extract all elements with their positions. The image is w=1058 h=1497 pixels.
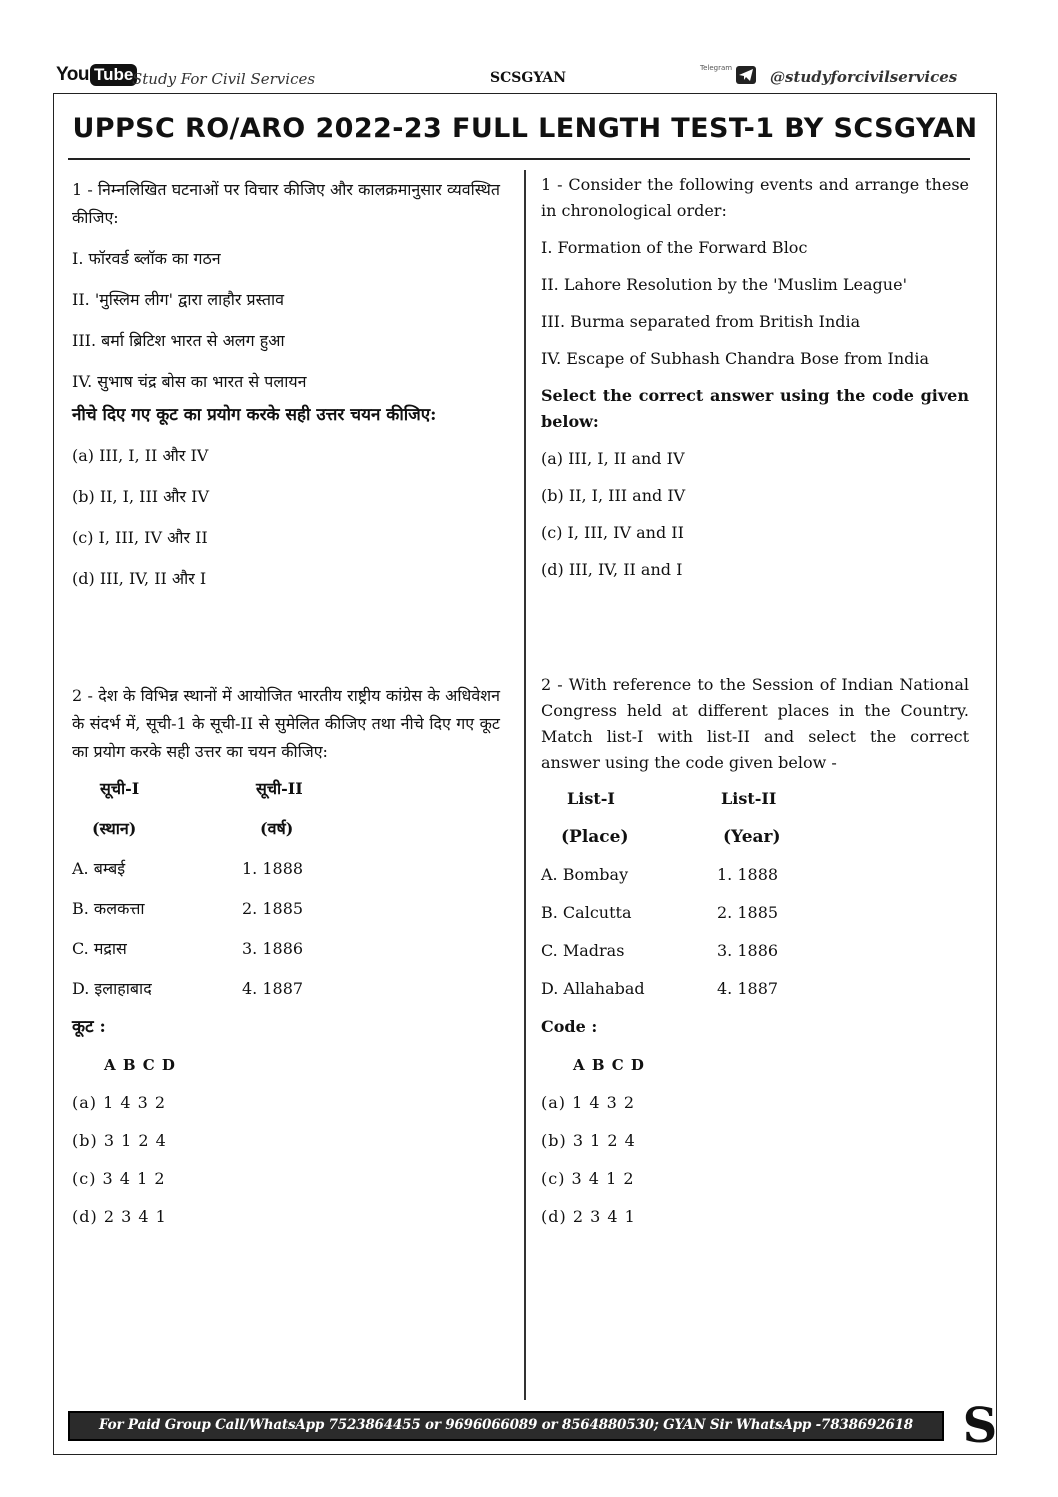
footer-contact-text: For Paid Group Call/WhatsApp 7523864455 or 9696066089 or 8564880530; GYAN Sir WhatsApp -7838692618: [99, 1417, 913, 1433]
english-q2-option-d: (d) 2 3 4 1: [541, 1207, 636, 1226]
hindi-q2-row-c: [72, 936, 500, 962]
hindi-q1-option-d: (d) III, IV, II और I: [72, 569, 207, 588]
hindi-q1-item-3: III. बर्मा ब्रिटिश भारत से अलग हुआ: [72, 331, 285, 350]
hindi-q2-list1-head: सूची-I: [100, 779, 140, 798]
english-q1-item-3: III. Burma separated from British India: [541, 312, 861, 331]
english-q2-row-d-place: D. Allahabad: [541, 979, 645, 998]
hindi-q2-list2-head: सूची-II: [256, 779, 303, 798]
hindi-q1-option-b: (b) II, I, III और IV: [72, 487, 210, 506]
english-q1-item-2: II. Lahore Resolution by the 'Muslim League': [541, 275, 907, 294]
english-question-2: [541, 672, 969, 1230]
hindi-q2-row-c-place: C. मद्रास: [72, 939, 127, 958]
english-q1-option-b: (b) II, I, III and IV: [541, 486, 686, 505]
english-q2-list2-sub: (Year): [723, 827, 781, 847]
english-q2-list-header: [541, 786, 969, 812]
hindi-q2-row-b-year: 2. 1885: [242, 899, 304, 918]
hindi-q2-option-a: (a) 1 4 3 2: [72, 1093, 167, 1112]
english-q1-instruction: Select the correct answer using the code given below:: [541, 386, 969, 431]
english-q2-list-subheader: [541, 824, 969, 850]
english-q2-list1-head: List-I: [567, 789, 615, 808]
hindi-q2-option-b: (b) 3 1 2 4: [72, 1131, 167, 1150]
english-q2-row-b: [541, 900, 969, 926]
english-q1-option-d: (d) III, IV, II and I: [541, 560, 683, 579]
english-q2-row-b-place: B. Calcutta: [541, 903, 632, 922]
youtube-logo-you: You: [56, 64, 89, 85]
hindi-q2-code-head: A B C D: [104, 1056, 176, 1074]
english-q2-row-b-year: 2. 1885: [717, 903, 779, 922]
english-question-1: [541, 172, 969, 583]
english-q2-row-c-place: C. Madras: [541, 941, 625, 960]
hindi-q2-row-d-year: 4. 1887: [242, 979, 304, 998]
hindi-q1-stem: 1 - निम्नलिखित घटनाओं पर विचार कीजिए और कालक्रमानुसार व्यवस्थित कीजिए:: [72, 180, 500, 227]
english-q2-code-label: Code :: [541, 1017, 598, 1036]
hindi-q2-list2-sub: (वर्ष): [260, 819, 294, 838]
page-title: UPPSC RO/ARO 2022-23 FULL LENGTH TEST-1 BY SCSGYAN: [72, 113, 978, 144]
hindi-q2-row-b: [72, 896, 500, 922]
youtube-logo: [56, 62, 137, 88]
column-divider: [524, 170, 526, 1400]
english-q2-row-a: [541, 862, 969, 888]
hindi-question-1: [72, 176, 500, 592]
youtube-logo-tube: Tube: [90, 64, 137, 86]
hindi-q2-row-d: [72, 976, 500, 1002]
brand-name: SCSGYAN: [490, 70, 567, 86]
telegram-handle: @studyforcivilservices: [770, 68, 958, 86]
s-logo: S: [962, 1398, 998, 1454]
english-q2-row-c: [541, 938, 969, 964]
hindi-q2-option-c: (c) 3 4 1 2: [72, 1169, 166, 1188]
title-divider: [68, 158, 970, 160]
english-q2-row-d-year: 4. 1887: [717, 979, 779, 998]
english-q2-list2-head: List-II: [721, 789, 777, 808]
hindi-q1-instruction: नीचे दिए गए कूट का प्रयोग करके सही उत्तर चयन कीजिए:: [72, 405, 437, 425]
hindi-q2-option-d: (d) 2 3 4 1: [72, 1207, 167, 1226]
hindi-q1-item-1: I. फॉरवर्ड ब्लॉक का गठन: [72, 249, 221, 268]
english-q1-option-c: (c) I, III, IV and II: [541, 523, 684, 542]
english-q2-row-c-year: 3. 1886: [717, 941, 779, 960]
english-q2-row-a-place: A. Bombay: [541, 865, 629, 884]
hindi-q2-stem: 2 - देश के विभिन्न स्थानों में आयोजित भारतीय राष्ट्रीय कांग्रेस के अधिवेशन के संदर्भ में, सूची-1 के सूची-II से सुमेलित कीजिए तथा नीचे दिए गए कूट का प्रयोग करके सही उत्तर का चयन कीजिए:: [72, 686, 500, 761]
english-q1-option-a: (a) III, I, II and IV: [541, 449, 685, 468]
english-q2-list1-sub: (Place): [561, 827, 629, 847]
hindi-q2-row-a-year: 1. 1888: [242, 859, 304, 878]
hindi-q1-item-2: II. 'मुस्लिम लीग' द्वारा लाहौर प्रस्ताव: [72, 290, 285, 309]
telegram-label: Telegram: [700, 64, 733, 72]
hindi-q1-item-4: IV. सुभाष चंद्र बोस का भारत से पलायन: [72, 372, 307, 391]
english-q2-row-a-year: 1. 1888: [717, 865, 779, 884]
english-q2-row-d: [541, 976, 969, 1002]
english-q1-stem: 1 - Consider the following events and arrange these in chronological order:: [541, 175, 969, 220]
hindi-q2-row-b-place: B. कलकत्ता: [72, 899, 145, 918]
english-q2-stem: 2 - With reference to the Session of Indian National Congress held at different places in the Country. Match list-I with list-II and select the correct answer using the code given below -: [541, 675, 969, 772]
english-q2-option-b: (b) 3 1 2 4: [541, 1131, 636, 1150]
hindi-q2-row-a: [72, 856, 500, 882]
channel-name: Study For Civil Services: [132, 70, 316, 88]
hindi-q2-code-label: कूट :: [72, 1017, 106, 1037]
hindi-q2-row-c-year: 3. 1886: [242, 939, 304, 958]
hindi-q1-option-a: (a) III, I, II और IV: [72, 446, 209, 465]
hindi-q2-row-d-place: D. इलाहाबाद: [72, 979, 152, 998]
english-q1-item-1: I. Formation of the Forward Bloc: [541, 238, 808, 257]
hindi-q2-list1-sub: (स्थान): [92, 819, 137, 838]
hindi-q2-row-a-place: A. बम्बई: [72, 859, 126, 878]
hindi-q2-list-subheader: [72, 816, 500, 842]
telegram-icon: [736, 66, 756, 84]
hindi-q2-list-header: [72, 776, 500, 802]
hindi-question-2: [72, 682, 500, 1230]
english-q2-option-a: (a) 1 4 3 2: [541, 1093, 636, 1112]
english-q2-option-c: (c) 3 4 1 2: [541, 1169, 635, 1188]
hindi-q1-option-c: (c) I, III, IV और II: [72, 528, 208, 547]
english-q2-code-head: A B C D: [573, 1056, 645, 1074]
english-q1-item-4: IV. Escape of Subhash Chandra Bose from India: [541, 349, 930, 368]
